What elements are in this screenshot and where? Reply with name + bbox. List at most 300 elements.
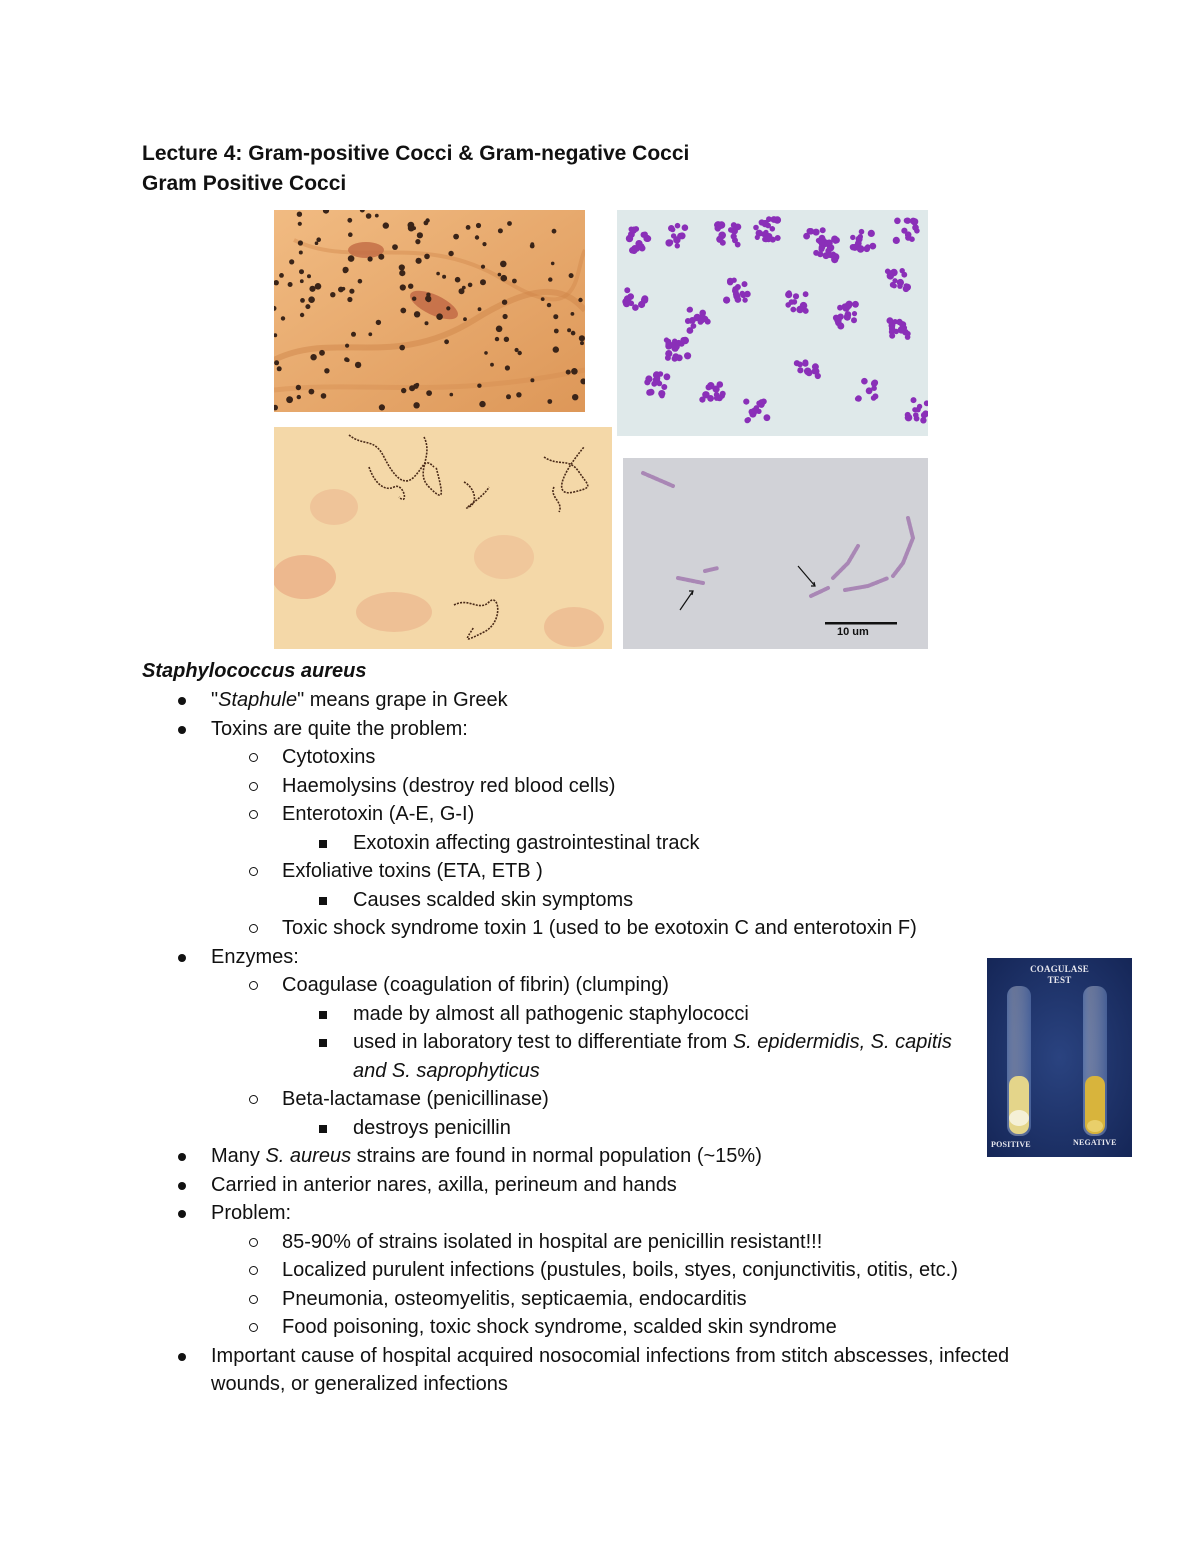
- stained-coccus: [368, 332, 372, 336]
- gram-positive-coccus: [634, 246, 639, 251]
- stained-coccus: [480, 279, 486, 285]
- stained-coccus: [342, 287, 346, 291]
- stained-coccus: [476, 223, 481, 228]
- gram-positive-coccus: [855, 240, 862, 247]
- gram-positive-coccus: [804, 368, 812, 376]
- gram-positive-coccus: [661, 384, 667, 390]
- outline-text: Beta-lactamase (penicillinase): [282, 1088, 549, 1110]
- gram-positive-coccus: [626, 235, 633, 242]
- outline-text: Many S. aureus strains are found in normal population (~15%): [211, 1145, 762, 1167]
- bullet-disc-icon: [178, 1353, 186, 1361]
- stained-coccus: [417, 232, 423, 238]
- stained-coccus: [426, 390, 432, 396]
- stained-coccus: [379, 404, 385, 410]
- gram-positive-coccus: [627, 293, 634, 300]
- stained-coccus: [463, 317, 467, 321]
- gram-positive-coccus: [796, 306, 803, 313]
- stained-coccus: [571, 331, 576, 336]
- micrograph-diplococci-chains: [623, 458, 928, 649]
- gram-positive-coccus: [727, 278, 734, 285]
- gram-positive-coccus: [733, 291, 739, 297]
- stained-coccus: [288, 282, 293, 287]
- gram-positive-coccus: [644, 379, 650, 385]
- gram-positive-coccus: [802, 361, 808, 367]
- gram-positive-coccus: [897, 279, 904, 286]
- stained-coccus: [296, 385, 301, 390]
- stained-coccus: [554, 329, 559, 334]
- bullet-circle-icon: [249, 1295, 258, 1304]
- bullet-circle-icon: [249, 981, 258, 990]
- stained-coccus: [348, 255, 355, 262]
- stained-coccus: [482, 242, 486, 246]
- gram-positive-coccus: [834, 317, 841, 324]
- outline-text: Enzymes:: [211, 945, 299, 968]
- stained-coccus: [453, 234, 459, 240]
- gram-positive-coccus: [851, 317, 857, 323]
- stained-coccus: [415, 239, 420, 244]
- stained-coccus: [501, 275, 508, 282]
- stained-coccus: [399, 345, 405, 351]
- outline-text: "Staphule" means grape in Greek: [211, 689, 508, 711]
- gram-positive-coccus: [888, 270, 895, 277]
- gram-positive-coccus: [664, 337, 669, 342]
- bullet-disc-icon: [178, 726, 186, 734]
- bullet-circle-icon: [249, 867, 258, 876]
- label-negative: NEGATIVE: [1073, 1138, 1117, 1147]
- stained-coccus: [399, 264, 405, 270]
- stained-coccus: [315, 241, 319, 245]
- outline-text: used in laboratory test to differentiate from S. epidermidis, S. capitis and S. saprophyticus: [353, 1031, 952, 1082]
- outline-text: Localized purulent infections (pustules, boils, styes, conjunctivitis, otitis, etc.): [282, 1259, 958, 1281]
- gram-positive-coccus: [813, 229, 820, 236]
- stained-coccus: [330, 292, 335, 297]
- gram-positive-coccus: [855, 396, 860, 401]
- gram-positive-coccus: [707, 382, 714, 389]
- outline-item: [0, 886, 1200, 915]
- stained-coccus: [297, 212, 302, 217]
- gram-positive-coccus: [685, 318, 691, 324]
- coagulase-test-photo: [987, 958, 1132, 1157]
- stained-coccus: [300, 298, 305, 303]
- gram-positive-coccus: [675, 223, 681, 229]
- gram-positive-coccus: [859, 229, 865, 235]
- stained-coccus: [553, 346, 559, 352]
- gram-positive-coccus: [864, 246, 871, 253]
- gram-positive-coccus: [716, 236, 723, 243]
- stained-coccus: [415, 383, 419, 387]
- stained-coccus: [462, 286, 466, 290]
- stained-coccus: [297, 395, 301, 399]
- gram-positive-coccus: [764, 414, 771, 421]
- stained-coccus: [478, 307, 482, 311]
- stained-coccus: [355, 362, 361, 368]
- stained-coccus: [530, 244, 535, 249]
- gram-positive-coccus: [642, 232, 648, 238]
- micrograph-staph-smear: [274, 210, 585, 412]
- stained-coccus: [436, 272, 440, 276]
- gram-positive-coccus: [714, 395, 720, 401]
- bullet-square-icon: [319, 840, 327, 848]
- gram-positive-coccus: [905, 331, 911, 337]
- stained-coccus: [455, 277, 461, 283]
- gram-positive-coccus: [852, 301, 859, 308]
- bullet-square-icon: [319, 1125, 327, 1133]
- stained-coccus: [495, 337, 499, 341]
- gram-positive-coccus: [691, 323, 697, 329]
- stained-coccus: [324, 368, 329, 373]
- gram-positive-coccus: [831, 236, 838, 243]
- bullet-disc-icon: [178, 1182, 186, 1190]
- stained-coccus: [375, 214, 379, 218]
- gram-positive-coccus: [904, 218, 910, 224]
- stained-coccus: [424, 254, 430, 260]
- gram-positive-coccus: [671, 344, 678, 351]
- stained-coccus: [378, 254, 384, 260]
- gram-positive-coccus: [765, 233, 772, 240]
- stained-coccus: [571, 368, 578, 375]
- stained-coccus: [548, 277, 552, 281]
- stained-coccus: [505, 365, 510, 370]
- gram-positive-coccus: [672, 353, 679, 360]
- bullet-circle-icon: [249, 924, 258, 933]
- gram-positive-coccus: [826, 240, 832, 246]
- gram-positive-coccus: [910, 218, 917, 225]
- gram-positive-coccus: [723, 297, 730, 304]
- stained-coccus: [274, 360, 279, 365]
- stained-coccus: [307, 274, 311, 278]
- gram-positive-coccus: [852, 311, 857, 316]
- bullet-disc-icon: [178, 954, 186, 962]
- gram-positive-coccus: [819, 240, 825, 246]
- outline-text: Toxic shock syndrome toxin 1 (used to be exotoxin C and enterotoxin F): [282, 917, 917, 939]
- outline-text: Exfoliative toxins (ETA, ETB ): [282, 860, 543, 882]
- gram-positive-coccus: [813, 250, 819, 256]
- stained-coccus: [412, 297, 416, 301]
- bullet-circle-icon: [249, 1238, 258, 1247]
- gram-positive-coccus: [704, 392, 709, 397]
- outline-text: Important cause of hospital acquired nosocomial infections from stitch abscesses, infected wounds, or generalized infections: [211, 1344, 1010, 1395]
- bullet-square-icon: [319, 1011, 327, 1019]
- stained-coccus: [503, 314, 508, 319]
- gram-positive-coccus: [771, 216, 778, 223]
- stained-coccus: [309, 286, 315, 292]
- stained-coccus: [349, 289, 354, 294]
- stained-coccus: [299, 251, 303, 255]
- stained-coccus: [477, 384, 481, 388]
- gram-positive-coccus: [797, 362, 803, 368]
- stained-coccus: [414, 311, 420, 317]
- stained-coccus: [506, 394, 511, 399]
- stained-coccus: [279, 273, 284, 278]
- stained-coccus: [516, 392, 521, 397]
- outline-item: [0, 1171, 1200, 1200]
- stained-coccus: [484, 351, 488, 355]
- stained-coccus: [436, 313, 443, 320]
- gram-positive-coccus: [901, 272, 907, 278]
- outline-item: [0, 800, 1200, 829]
- scale-bar-label: 10 um: [837, 626, 869, 638]
- stained-coccus: [281, 316, 285, 320]
- outline-item: [0, 1199, 1200, 1228]
- gram-positive-coccus: [687, 307, 693, 313]
- stained-coccus: [496, 326, 503, 333]
- stained-coccus: [507, 221, 512, 226]
- outline-text: Pneumonia, osteomyelitis, septicaemia, endocarditis: [282, 1287, 747, 1310]
- gram-positive-coccus: [812, 363, 819, 370]
- gram-positive-coccus: [755, 235, 760, 240]
- gram-positive-coccus: [797, 367, 803, 373]
- gram-positive-coccus: [624, 287, 630, 293]
- gram-positive-coccus: [665, 239, 672, 246]
- outline-item: [0, 686, 1200, 715]
- stained-coccus: [578, 298, 582, 302]
- stained-coccus: [408, 284, 413, 289]
- stained-coccus: [442, 275, 446, 279]
- stained-coccus: [481, 265, 485, 269]
- stained-coccus: [579, 335, 585, 341]
- outline-item: [0, 914, 1200, 943]
- gram-positive-coccus: [790, 307, 796, 313]
- gram-positive-coccus: [850, 235, 855, 240]
- stained-coccus: [358, 279, 363, 284]
- micrograph-streptococcus-chains: [274, 427, 612, 649]
- stained-coccus: [315, 283, 322, 290]
- stained-coccus: [426, 293, 430, 297]
- stained-coccus: [490, 363, 494, 367]
- outline-text: Enterotoxin (A-E, G-I): [282, 803, 475, 825]
- stained-coccus: [450, 393, 454, 397]
- stained-coccus: [552, 229, 557, 234]
- gram-positive-coccus: [671, 233, 676, 238]
- gram-positive-coccus: [746, 417, 751, 422]
- stained-coccus: [408, 222, 415, 229]
- gram-positive-coccus: [914, 228, 920, 234]
- stained-coccus: [298, 240, 303, 245]
- gram-positive-coccus: [682, 224, 689, 231]
- bullet-circle-icon: [249, 1266, 258, 1275]
- gram-positive-coccus: [913, 412, 919, 418]
- outline-item: [0, 743, 1200, 772]
- gram-positive-coccus: [905, 234, 911, 240]
- outline-text: Causes scalded skin symptoms: [353, 888, 634, 911]
- stained-coccus: [316, 237, 321, 242]
- stained-coccus: [571, 312, 575, 316]
- species-heading: Staphylococcus aureus: [142, 660, 367, 682]
- gram-positive-coccus: [664, 373, 671, 380]
- gram-positive-coccus: [896, 319, 902, 325]
- outline-item: [0, 829, 1200, 858]
- gram-positive-coccus: [871, 395, 877, 401]
- stained-coccus: [286, 396, 293, 403]
- gram-positive-coccus: [665, 355, 671, 361]
- stained-coccus: [321, 393, 327, 399]
- stained-coccus: [400, 308, 406, 314]
- stained-coccus: [351, 332, 356, 337]
- stained-coccus: [409, 385, 415, 391]
- stained-coccus: [310, 354, 316, 360]
- stained-coccus: [515, 348, 519, 352]
- outline-text: Food poisoning, toxic shock syndrome, scalded skin syndrome: [282, 1316, 837, 1338]
- gram-positive-coccus: [698, 316, 705, 323]
- stained-coccus: [500, 261, 507, 268]
- stained-coccus: [343, 269, 348, 274]
- gram-positive-coccus: [658, 390, 665, 397]
- gram-positive-coccus: [905, 414, 913, 422]
- gram-positive-coccus: [850, 244, 855, 249]
- stained-coccus: [475, 235, 479, 239]
- gram-positive-coccus: [717, 381, 724, 388]
- gram-positive-coccus: [917, 404, 922, 409]
- stained-coccus: [366, 213, 372, 219]
- outline-item: [0, 857, 1200, 886]
- outline-text: Haemolysins (destroy red blood cells): [282, 774, 616, 797]
- gram-positive-coccus: [820, 227, 826, 233]
- stained-coccus: [345, 344, 349, 348]
- stained-coccus: [547, 303, 551, 307]
- gram-positive-coccus: [731, 233, 737, 239]
- stained-coccus: [413, 402, 419, 408]
- stained-coccus: [479, 401, 485, 407]
- stained-coccus: [468, 283, 473, 288]
- stained-coccus: [569, 273, 574, 278]
- stained-coccus: [572, 394, 578, 400]
- stained-coccus: [309, 389, 315, 395]
- stained-coccus: [444, 339, 449, 344]
- gram-positive-coccus: [792, 299, 798, 305]
- gram-positive-coccus: [869, 243, 876, 250]
- stained-coccus: [392, 244, 398, 250]
- stained-coccus: [547, 399, 552, 404]
- gram-positive-coccus: [761, 399, 767, 405]
- stained-coccus: [399, 270, 405, 276]
- gram-positive-coccus: [785, 302, 791, 308]
- gram-positive-coccus: [753, 225, 759, 231]
- bullet-square-icon: [319, 897, 327, 905]
- gram-positive-coccus: [681, 337, 689, 345]
- stained-coccus: [299, 269, 304, 274]
- outline-text: Cytotoxins: [282, 746, 376, 768]
- gram-positive-coccus: [743, 399, 749, 405]
- outline-item: [0, 715, 1200, 744]
- gram-positive-coccus: [894, 218, 901, 225]
- stained-coccus: [512, 279, 517, 284]
- stained-coccus: [498, 273, 502, 277]
- outline-item: [0, 1313, 1200, 1342]
- stained-coccus: [347, 218, 352, 223]
- stained-coccus: [541, 297, 545, 301]
- gram-positive-coccus: [893, 237, 900, 244]
- label-positive: POSITIVE: [991, 1140, 1031, 1149]
- stained-coccus: [566, 370, 571, 375]
- gram-positive-coccus: [921, 412, 927, 418]
- gram-positive-coccus: [677, 233, 683, 239]
- stained-coccus: [400, 284, 406, 290]
- gram-positive-coccus: [793, 293, 799, 299]
- stained-coccus: [305, 304, 310, 309]
- stained-coccus: [348, 232, 353, 237]
- bullet-circle-icon: [249, 1095, 258, 1104]
- stained-coccus: [580, 341, 584, 345]
- stained-coccus: [466, 225, 471, 230]
- stained-coccus: [504, 337, 509, 342]
- gram-positive-coccus: [735, 242, 741, 248]
- gram-positive-coccus: [684, 352, 691, 359]
- gram-positive-coccus: [889, 329, 895, 335]
- gram-positive-coccus: [720, 391, 726, 397]
- gram-positive-coccus: [648, 389, 655, 396]
- outline-item: [0, 1256, 1200, 1285]
- gram-positive-coccus: [653, 377, 658, 382]
- outline-text: Coagulase (coagulation of fibrin) (clumping): [282, 974, 669, 996]
- stained-coccus: [300, 313, 304, 317]
- outline-text: destroys penicillin: [353, 1116, 511, 1139]
- gram-positive-coccus: [868, 230, 875, 237]
- bullet-disc-icon: [178, 1210, 186, 1218]
- coagulase-title-line1: COAGULASE: [1030, 964, 1089, 974]
- stained-coccus: [368, 256, 373, 261]
- gram-positive-coccus: [675, 243, 680, 248]
- stained-coccus: [426, 297, 431, 302]
- stained-coccus: [289, 259, 294, 264]
- stained-coccus: [416, 258, 422, 264]
- gram-positive-coccus: [715, 226, 720, 231]
- stained-coccus: [530, 378, 534, 382]
- stained-coccus: [425, 321, 429, 325]
- gram-positive-coccus: [735, 224, 742, 231]
- stained-coccus: [446, 306, 450, 310]
- gram-positive-coccus: [807, 228, 813, 234]
- outline-text: 85-90% of strains isolated in hospital are penicillin resistant!!!: [282, 1230, 823, 1253]
- stained-coccus: [347, 297, 352, 302]
- gram-positive-coccus: [742, 297, 747, 302]
- outline-item: [0, 1342, 1200, 1399]
- outline-text: made by almost all pathogenic staphylococci: [353, 1002, 749, 1025]
- gram-positive-coccus: [744, 291, 751, 298]
- stained-coccus: [300, 279, 304, 283]
- stained-coccus: [424, 221, 429, 226]
- bullet-circle-icon: [249, 1323, 258, 1332]
- outline-text: Toxins are quite the problem:: [211, 717, 468, 740]
- stained-coccus: [448, 251, 453, 256]
- stained-coccus: [502, 300, 507, 305]
- stained-coccus: [344, 357, 349, 362]
- gram-positive-coccus: [832, 253, 840, 261]
- stained-coccus: [319, 350, 325, 356]
- gram-positive-coccus: [728, 227, 734, 233]
- bullet-circle-icon: [249, 782, 258, 791]
- stained-coccus: [567, 328, 571, 332]
- micrograph-gram-stain-clusters: [617, 210, 928, 436]
- gram-positive-coccus: [762, 220, 769, 227]
- gram-positive-coccus: [786, 290, 791, 295]
- stained-coccus: [553, 314, 558, 319]
- gram-positive-coccus: [670, 227, 675, 232]
- stained-coccus: [401, 388, 406, 393]
- gram-positive-coccus: [823, 252, 830, 259]
- outline-item: [0, 1285, 1200, 1314]
- outline-text: Problem:: [211, 1202, 292, 1224]
- stained-coccus: [383, 222, 389, 228]
- lecture-title: Lecture 4: Gram-positive Cocci & Gram-negative Cocci: [142, 142, 690, 165]
- stained-coccus: [518, 351, 522, 355]
- gram-positive-coccus: [845, 302, 853, 310]
- stained-coccus: [498, 228, 503, 233]
- outline-item: [0, 1228, 1200, 1257]
- gram-positive-coccus: [911, 397, 917, 403]
- gram-positive-coccus: [898, 326, 905, 333]
- bullet-disc-icon: [178, 697, 186, 705]
- gram-positive-coccus: [844, 314, 851, 321]
